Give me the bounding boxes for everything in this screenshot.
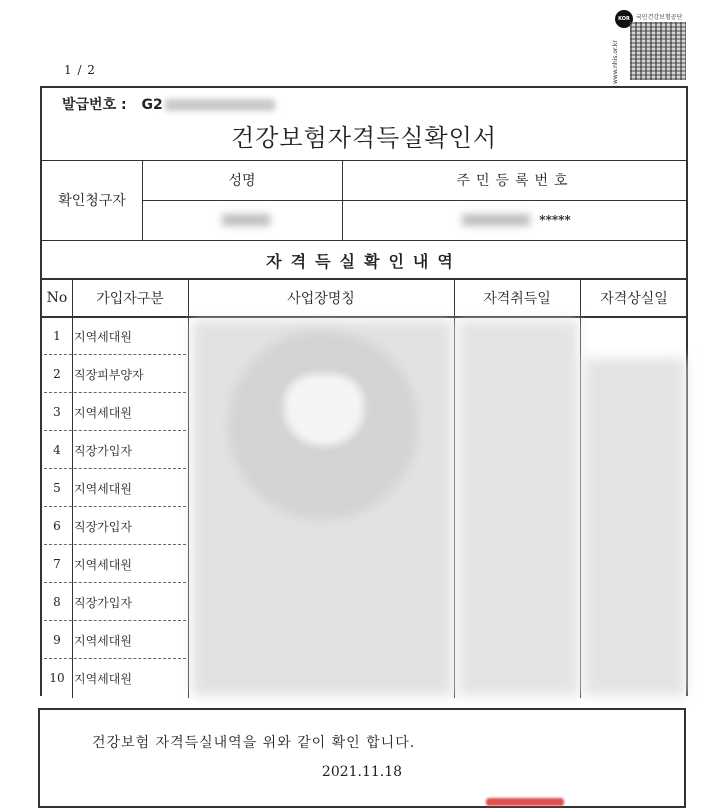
table-row [42,583,686,621]
col-header-acquired: 자격취득일 [483,291,551,307]
divider [42,240,686,241]
col-header-no: No [46,290,68,306]
issuer-url: www.nhis.or.kr [612,40,619,84]
page-number: 1 / 2 [64,63,96,77]
col-header-workplace: 사업장명칭 [287,291,355,307]
issuer-org-name: 국민건강보험공단 [636,14,683,21]
row-type: 지역세대원 [74,405,132,420]
table-row [42,659,686,697]
row-no: 8 [53,595,61,609]
applicant-id-suffix: ***** [539,213,571,227]
watermark-heart-icon [284,374,364,446]
official-seal [486,798,564,806]
issue-date: 2021.11.18 [321,764,403,780]
col-header-type: 가입자구분 [96,291,164,307]
applicant-label: 확인청구자 [58,193,126,209]
confirmation-text: 건강보험 자격득실내역을 위와 같이 확인 합니다. [92,735,416,751]
row-no: 6 [53,519,61,533]
id-header: 주민등록번호 [456,173,574,189]
issue-number [62,94,275,114]
row-no: 9 [53,633,61,647]
row-no: 10 [49,671,65,685]
row-no: 5 [53,481,61,495]
row-type: 지역세대원 [74,329,132,344]
confirmation-box [38,708,686,808]
row-type: 지역세대원 [74,633,132,648]
row-no: 1 [53,329,61,343]
row-type: 지역세대원 [74,481,132,496]
kor-logo-icon: KOR [615,10,633,28]
table-row [42,507,686,545]
issue-number-label: 발급번호 : [62,97,127,113]
section-title: 자격득실확인내역 [266,251,462,271]
row-no: 3 [53,405,61,419]
table-row [42,545,686,583]
name-header: 성명 [228,173,256,189]
document-title: 건강보험자격득실확인서 [230,124,498,152]
row-type: 직장가입자 [74,519,132,534]
row-no: 4 [53,443,61,457]
row-no: 2 [53,367,61,381]
col-header-lost: 자격상실일 [600,291,668,307]
table-row [42,621,686,659]
applicant-id-redacted [462,214,530,226]
issue-number-value: G2 [141,97,163,113]
row-type: 직장피부양자 [74,367,144,382]
issue-number-redacted [165,99,275,111]
row-type: 직장가입자 [74,443,132,458]
row-type: 지역세대원 [74,557,132,572]
applicant-name-redacted [222,214,270,226]
divider [142,200,688,201]
row-no: 7 [53,557,61,571]
row-type: 직장가입자 [74,595,132,610]
qr-code [630,22,686,80]
issuer-stamp [612,10,686,82]
row-type: 지역세대원 [74,671,132,686]
